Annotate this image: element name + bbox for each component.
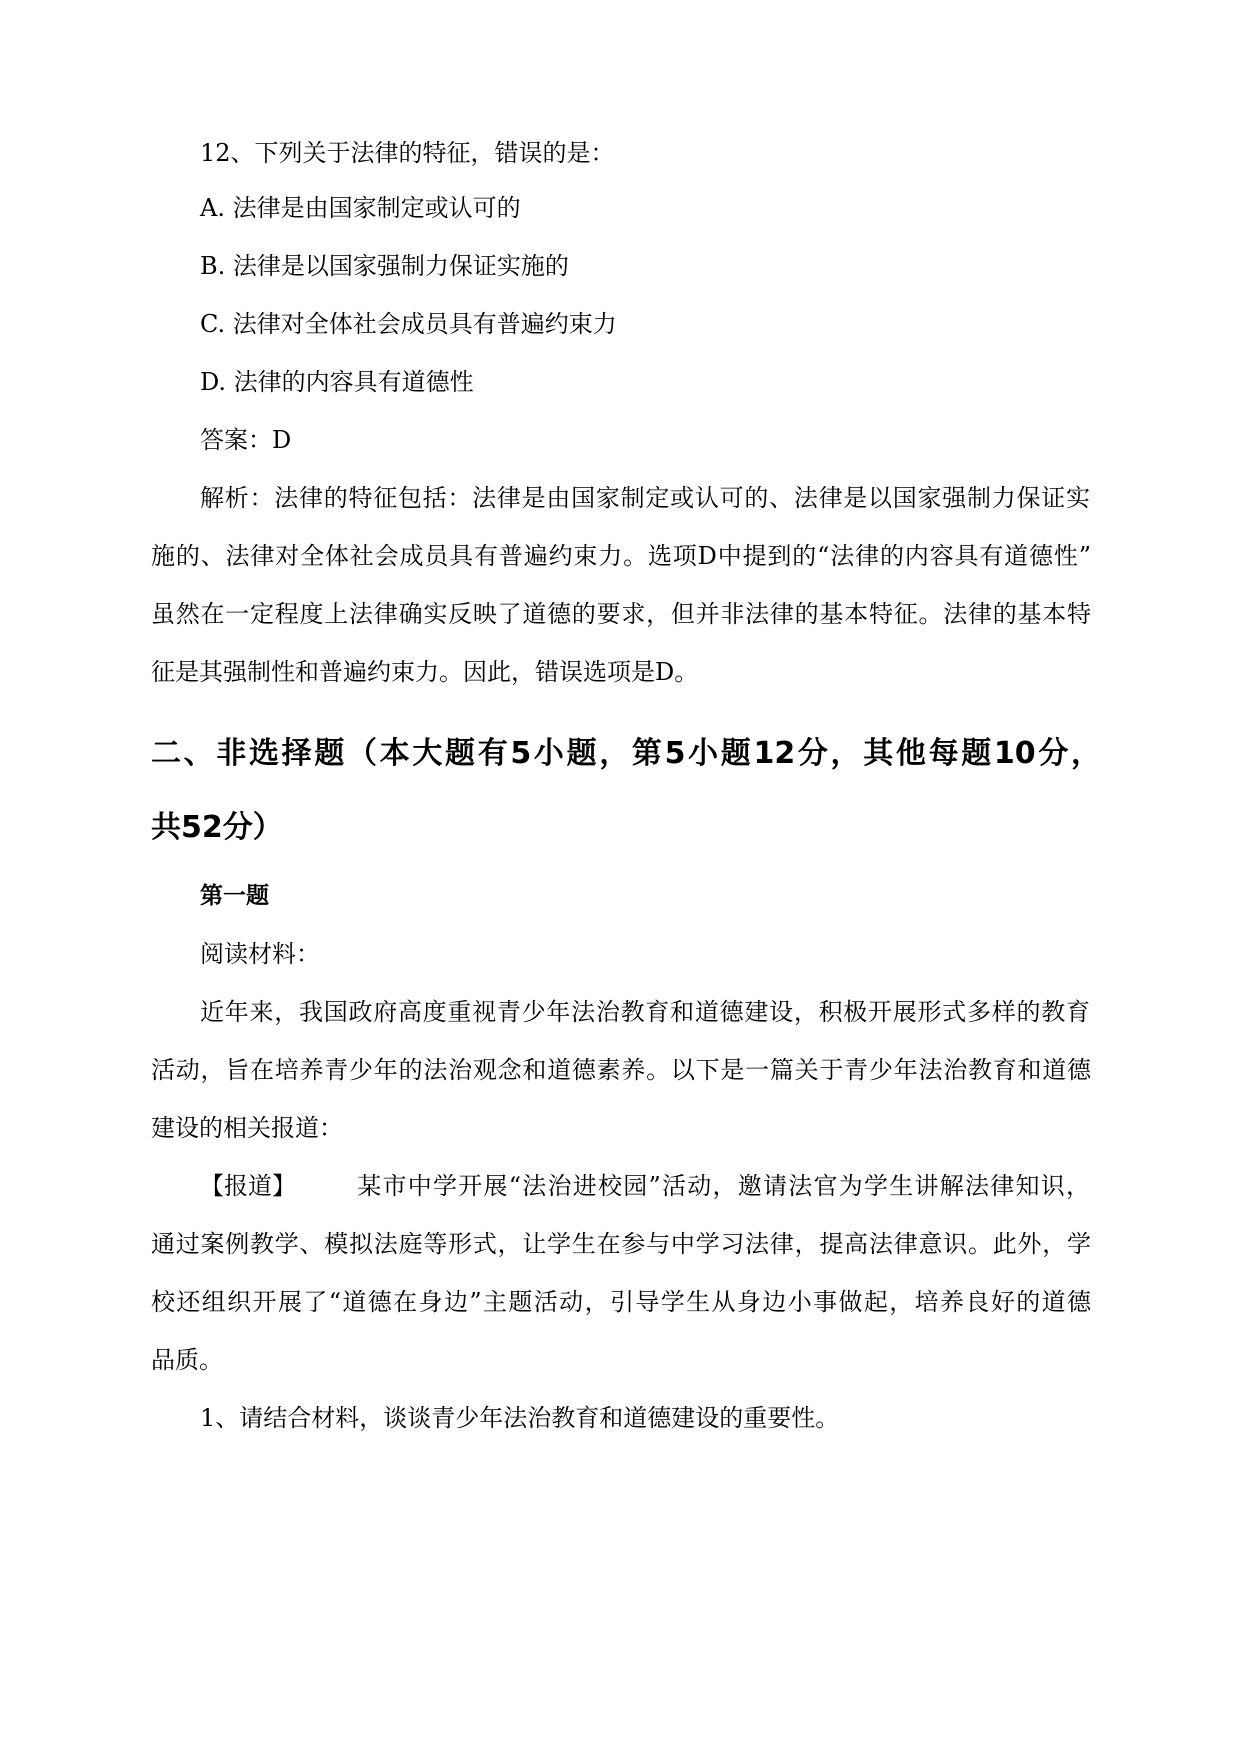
analysis-line: 施的、法律对全体社会成员具有普遍约束力。选项D中提到的“法律的内容具有道德性” (151, 542, 1091, 570)
option-a: A. 法律是由国家制定或认可的 (200, 194, 521, 222)
option-b: B. 法律是以国家强制力保证实施的 (200, 252, 569, 280)
report-tag: 【报道】 (200, 1172, 296, 1200)
material-intro-line: 近年来，我国政府高度重视青少年法治教育和道德建设，积极开展形式多样的教育 (200, 998, 1090, 1026)
report-line: 通过案例教学、模拟法庭等形式，让学生在参与中学习法律，提高法律意识。此外，学 (151, 1230, 1091, 1258)
report-line: 某市中学开展“法治进校园”活动，邀请法官为学生讲解法律知识， (356, 1172, 1090, 1200)
material-intro-line: 活动，旨在培养青少年的法治观念和道德素养。以下是一篇关于青少年法治教育和道德 (151, 1056, 1091, 1084)
question-stem: 12、下列关于法律的特征，错误的是： (200, 139, 615, 167)
report-line: 品质。 (151, 1346, 223, 1374)
answer-line: 答案：D (200, 426, 292, 454)
sub-question: 1、请结合材料，谈谈青少年法治教育和道德建设的重要性。 (200, 1404, 840, 1432)
section-heading-continued: 共52分） (151, 810, 283, 845)
material-label: 阅读材料： (200, 940, 320, 968)
analysis-line: 征是其强制性和普遍约束力。因此，错误选项是D。 (151, 658, 699, 686)
material-intro-line: 建设的相关报道： (151, 1114, 343, 1142)
option-c: C. 法律对全体社会成员具有普遍约束力 (200, 310, 617, 338)
question-title: 第一题 (200, 883, 269, 909)
option-d: D. 法律的内容具有道德性 (200, 368, 474, 396)
report-line: 校还组织开展了“道德在身边”主题活动，引导学生从身边小事做起，培养良好的道德 (151, 1288, 1091, 1316)
analysis-line: 虽然在一定程度上法律确实反映了道德的要求，但并非法律的基本特征。法律的基本特 (151, 600, 1091, 628)
section-heading: 二、非选择题（本大题有5小题，第5小题12分，其他每题10分， (151, 736, 1101, 771)
report-first-line (200, 1170, 1090, 1202)
analysis-line: 解析：法律的特征包括：法律是由国家制定或认可的、法律是以国家强制力保证实 (200, 484, 1090, 512)
